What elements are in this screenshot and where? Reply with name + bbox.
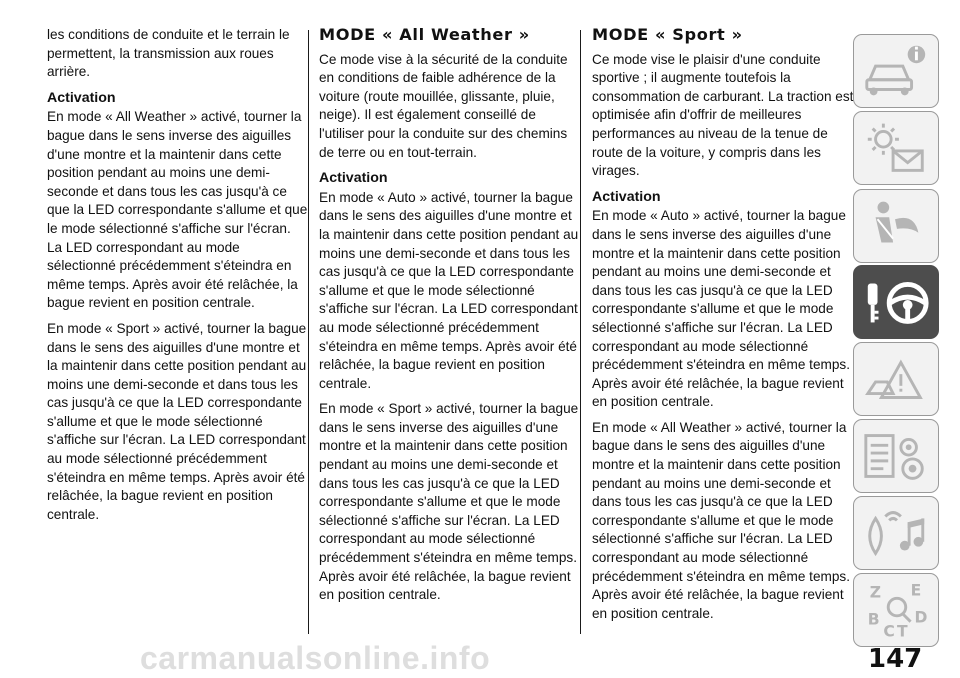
steering-wheel-key-icon (854, 266, 938, 338)
maintenance-gears-icon (854, 420, 938, 492)
tab-car-info[interactable] (853, 34, 939, 108)
warning-triangle-icon (854, 343, 938, 415)
car-info-icon (854, 35, 938, 107)
intro-paragraph: Ce mode vise à la sécurité de la conduite en conditions de faible adhérence de la voiture (route mouillée, glissante, pluie, neige). Il est également conseillé de l'utiliser pour la conduite sur des chemins de terre ou en tout-terrain. (319, 51, 568, 160)
seat-safety-icon (854, 190, 938, 262)
activation-subheading: Activation (47, 89, 116, 106)
paragraph: En mode « Auto » activé, tourner la bague dans le sens inverse des aiguilles d'une montre et la maintenir dans cette position pendant au moins une demi-seconde et dans tous les cas jusqu'à ce que la LED correspondante s'allume et que le mode sélectionné s'affiche sur l'écran. La LED correspondant au mode sélectionné précédemment s'éteindra en même temps. Après avoir été relâchée, la bague revient en position centrale. (592, 208, 850, 410)
multimedia-icon (854, 497, 938, 569)
svg-text:Z: Z (869, 583, 882, 602)
tab-steering-wheel-key[interactable] (853, 265, 939, 339)
intro-paragraph: Ce mode vise le plaisir d'une conduite sportive ; il augmente toutefois la consommation de carburant. La traction est optimisée afin d'offrir de meilleures performances au niveau de la tenue de route de la voiture, y compris dans les virages. (592, 51, 854, 179)
svg-text:C: C (883, 622, 895, 641)
section-heading-all-weather: MODE « All Weather » (319, 25, 530, 44)
tab-warning-lights[interactable] (853, 111, 939, 185)
warning-lights-icon (854, 112, 938, 184)
tab-seat-safety[interactable] (853, 189, 939, 263)
activation-subheading: Activation (319, 170, 388, 187)
tab-multimedia[interactable] (853, 496, 939, 570)
svg-text:D: D (914, 608, 928, 627)
text-column-1 (47, 26, 309, 531)
tab-index[interactable] (853, 573, 939, 647)
paragraph: En mode « Sport » activé, tourner la bague dans le sens des aiguilles d'une montre et la maintenir dans cette position pendant au moins une demi-seconde et dans tous les cas jusqu'à ce que la LED correspondante s'allume et que le mode sélectionné s'affiche sur l'écran. La LED correspondant au mode sélectionné précédemment s'éteindra en même temps. Après avoir été relâchée, la bague revient en position centrale. (47, 320, 307, 522)
svg-text:E: E (910, 581, 922, 600)
tab-maintenance[interactable] (853, 419, 939, 493)
tab-warning-triangle[interactable] (853, 342, 939, 416)
page-number: 147 (868, 644, 923, 674)
svg-text:B: B (867, 610, 880, 629)
paragraph: En mode « All Weather » activé, tourner la bague dans le sens des aiguilles d'une montre et la maintenir dans cette position pendant au moins une demi-seconde et dans tous les cas jusqu'à ce que la LED correspondante s'allume et que le mode sélectionné s'affiche sur l'écran. La LED correspondant au mode sélectionné précédemment s'éteindra en même temps. Après avoir été relâchée, la bague revient en position centrale. (592, 419, 850, 621)
watermark: carmanualsonline.info (140, 640, 491, 676)
paragraph: En mode « Auto » activé, tourner la bague dans le sens des aiguilles d'une montre et la maintenir dans cette position pendant au moins une demi-seconde et dans tous les cas jusqu'à ce que la LED correspondante s'allume et que le mode sélectionné s'affiche sur l'écran. La LED correspondant au mode sélectionné précédemment s'éteindra en même temps. Après avoir été relâchée, la bague revient en position centrale. (319, 189, 579, 391)
text-column-2 (319, 26, 581, 612)
svg-text:T: T (896, 622, 908, 641)
column-divider (308, 30, 309, 634)
paragraph: En mode « All Weather » activé, tourner la bague dans le sens inverse des aiguilles d'une montre et la maintenir dans cette position pendant au moins une demi-seconde et dans tous les cas jusqu'à ce que la LED correspondante s'allume et que le mode sélectionné s'affiche sur l'écran. La LED correspondant au mode sélectionné précédemment s'éteindra en même temps. Après avoir été relâchée, la bague revient en position centrale. (47, 109, 308, 311)
intro-paragraph: les conditions de conduite et le terrain le permettent, la transmission aux roues arrière. (47, 27, 290, 80)
text-column-3 (592, 26, 854, 630)
activation-subheading: Activation (592, 188, 661, 205)
paragraph: En mode « Sport » activé, tourner la bague dans le sens inverse des aiguilles d'une montre et la maintenir dans cette position pendant au moins une demi-seconde et dans tous les cas jusqu'à ce que la LED correspondante s'allume et que le mode sélectionné s'affiche sur l'écran. La LED correspondant au mode sélectionné précédemment s'éteindra en même temps. Après avoir été relâchée, la bague revient en position centrale. (319, 401, 579, 603)
column-divider (580, 30, 581, 634)
index-icon (854, 574, 938, 646)
section-heading-sport: MODE « Sport » (592, 25, 743, 44)
